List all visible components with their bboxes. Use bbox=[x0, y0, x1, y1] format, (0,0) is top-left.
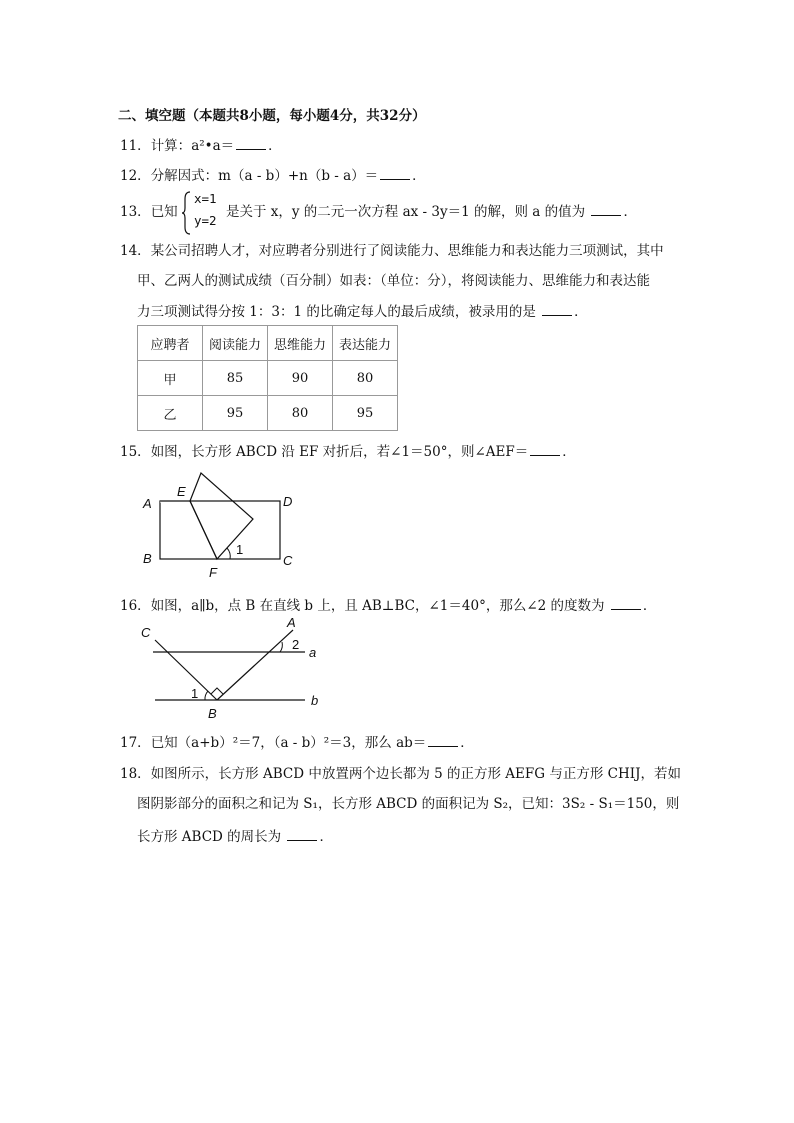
q18-number: 18． bbox=[120, 766, 151, 782]
label-d: D bbox=[283, 494, 293, 509]
q14-end: ． bbox=[574, 304, 588, 320]
table-header: 思维能力 bbox=[268, 326, 333, 361]
label-b-point: B bbox=[208, 706, 217, 721]
right-angle-mark bbox=[211, 688, 223, 694]
question-18-line2: 图阴影部分的面积之和记为 S₁，长方形 ABCD 的面积记为 S₂，已知：3S₂ - S₁＝150，则 bbox=[137, 796, 680, 812]
angle-2-arc bbox=[280, 642, 282, 652]
label-line-a: a bbox=[309, 645, 317, 660]
table-header: 表达能力 bbox=[333, 326, 398, 361]
segment-ba bbox=[217, 630, 293, 700]
label-c: C bbox=[141, 625, 151, 640]
q15-number: 15． bbox=[120, 444, 151, 460]
q18-text-3: 长方形 ABCD 的周长为 bbox=[137, 829, 282, 845]
fold-line-ef bbox=[190, 501, 217, 559]
q12-end: ． bbox=[412, 168, 426, 184]
question-17 bbox=[120, 731, 474, 751]
label-c: C bbox=[283, 553, 293, 568]
q13-answer-blank[interactable] bbox=[591, 203, 621, 216]
question-15 bbox=[120, 440, 576, 460]
question-16 bbox=[120, 594, 656, 614]
table-cell: 95 bbox=[203, 396, 268, 431]
q16-text: 如图，a∥b，点 B 在直线 b 上，且 AB⊥BC，∠1＝40°，那么∠2 的度数为 bbox=[150, 598, 605, 614]
q13-eq2: y=2 bbox=[193, 212, 217, 228]
q18-end: ． bbox=[319, 829, 333, 845]
label-line-b: b bbox=[311, 693, 319, 708]
q16-number: 16． bbox=[120, 598, 151, 614]
rectangle-abcd bbox=[160, 501, 280, 559]
folded-part bbox=[190, 473, 253, 559]
q14-text-3: 力三项测试得分按 1：3：1 的比确定每人的最后成绩，被录用的是 bbox=[137, 304, 536, 320]
table-row bbox=[138, 361, 398, 396]
q18-answer-blank[interactable] bbox=[287, 828, 317, 841]
q15-figure bbox=[135, 468, 310, 583]
table-header-row bbox=[138, 326, 398, 361]
angle-1-arc bbox=[205, 691, 208, 700]
label-e: E bbox=[177, 484, 186, 499]
table-cell: 乙 bbox=[138, 396, 203, 431]
label-f: F bbox=[209, 565, 217, 580]
q16-end: ． bbox=[642, 598, 657, 614]
q15-text: 如图，长方形 ABCD 沿 EF 对折后，若∠1＝50°，则∠AEF＝ bbox=[150, 444, 529, 460]
q14-number: 14． bbox=[120, 243, 151, 259]
question-14-line2: 甲、乙两人的测试成绩（百分制）如表：（单位：分），将阅读能力、思维能力和表达能 bbox=[137, 273, 650, 289]
table-header: 应聘者 bbox=[138, 326, 203, 361]
q11-end: ． bbox=[268, 138, 282, 154]
q12-number: 12． bbox=[120, 168, 151, 184]
q17-text: 已知（a+b）²＝7，（a - b）²＝3，那么 ab＝ bbox=[150, 735, 427, 751]
question-12 bbox=[120, 164, 426, 184]
question-14-line3 bbox=[137, 300, 588, 320]
q13-eq1: x=1 bbox=[193, 190, 217, 206]
table-row bbox=[138, 396, 398, 431]
table-header: 阅读能力 bbox=[203, 326, 268, 361]
label-angle-2: 2 bbox=[292, 637, 300, 652]
table-cell: 95 bbox=[333, 396, 398, 431]
q16-answer-blank[interactable] bbox=[611, 597, 641, 610]
question-13 bbox=[120, 190, 637, 228]
label-b: B bbox=[143, 551, 152, 566]
table-cell: 85 bbox=[203, 361, 268, 396]
q13-text: 是关于 x，y 的二元一次方程 ax - 3y＝1 的解，则 a 的值为 bbox=[225, 204, 586, 220]
q17-answer-blank[interactable] bbox=[428, 734, 458, 747]
label-a-point: A bbox=[287, 615, 296, 630]
q13-number: 13． bbox=[120, 204, 151, 220]
table-cell: 80 bbox=[268, 396, 333, 431]
q14-answer-blank[interactable] bbox=[542, 303, 572, 316]
q11-text: 计算： bbox=[150, 138, 192, 154]
brace-icon bbox=[182, 191, 192, 235]
table-cell: 甲 bbox=[138, 361, 203, 396]
score-table bbox=[137, 325, 398, 431]
question-11 bbox=[120, 134, 282, 154]
question-18-line1 bbox=[120, 762, 681, 782]
q16-figure bbox=[135, 615, 335, 725]
q18-text-1: 如图所示，长方形 ABCD 中放置两个边长都为 5 的正方形 AEFG 与正方形 CHIJ，若如 bbox=[150, 766, 681, 782]
q12-answer-blank[interactable] bbox=[380, 167, 410, 180]
q15-end: ． bbox=[562, 444, 576, 460]
label-angle-1: 1 bbox=[236, 542, 244, 557]
section-title: 二、填空题（本题共8小题，每小题4分，共32分） bbox=[118, 108, 426, 124]
table-cell: 80 bbox=[333, 361, 398, 396]
q12-text: 分解因式：m（a - b）+n（b - a）＝ bbox=[150, 168, 379, 184]
q11-answer-blank[interactable] bbox=[236, 137, 266, 150]
q11-expr: a²•a＝ bbox=[191, 138, 235, 154]
q13-system bbox=[182, 190, 226, 228]
q14-text-1: 某公司招聘人才，对应聘者分别进行了阅读能力、思维能力和表达能力三项测试，其中 bbox=[150, 243, 664, 259]
q11-number: 11． bbox=[120, 138, 151, 154]
q17-end: ． bbox=[460, 735, 474, 751]
angle-1-arc bbox=[227, 548, 230, 559]
q17-number: 17． bbox=[120, 735, 151, 751]
table-cell: 90 bbox=[268, 361, 333, 396]
q13-end: ． bbox=[623, 204, 637, 220]
question-18-line3 bbox=[137, 825, 333, 845]
question-14-line1 bbox=[120, 239, 664, 259]
label-angle-1: 1 bbox=[191, 686, 199, 701]
label-a: A bbox=[143, 496, 152, 511]
q15-answer-blank[interactable] bbox=[530, 443, 560, 456]
q13-pre: 已知 bbox=[150, 204, 178, 220]
